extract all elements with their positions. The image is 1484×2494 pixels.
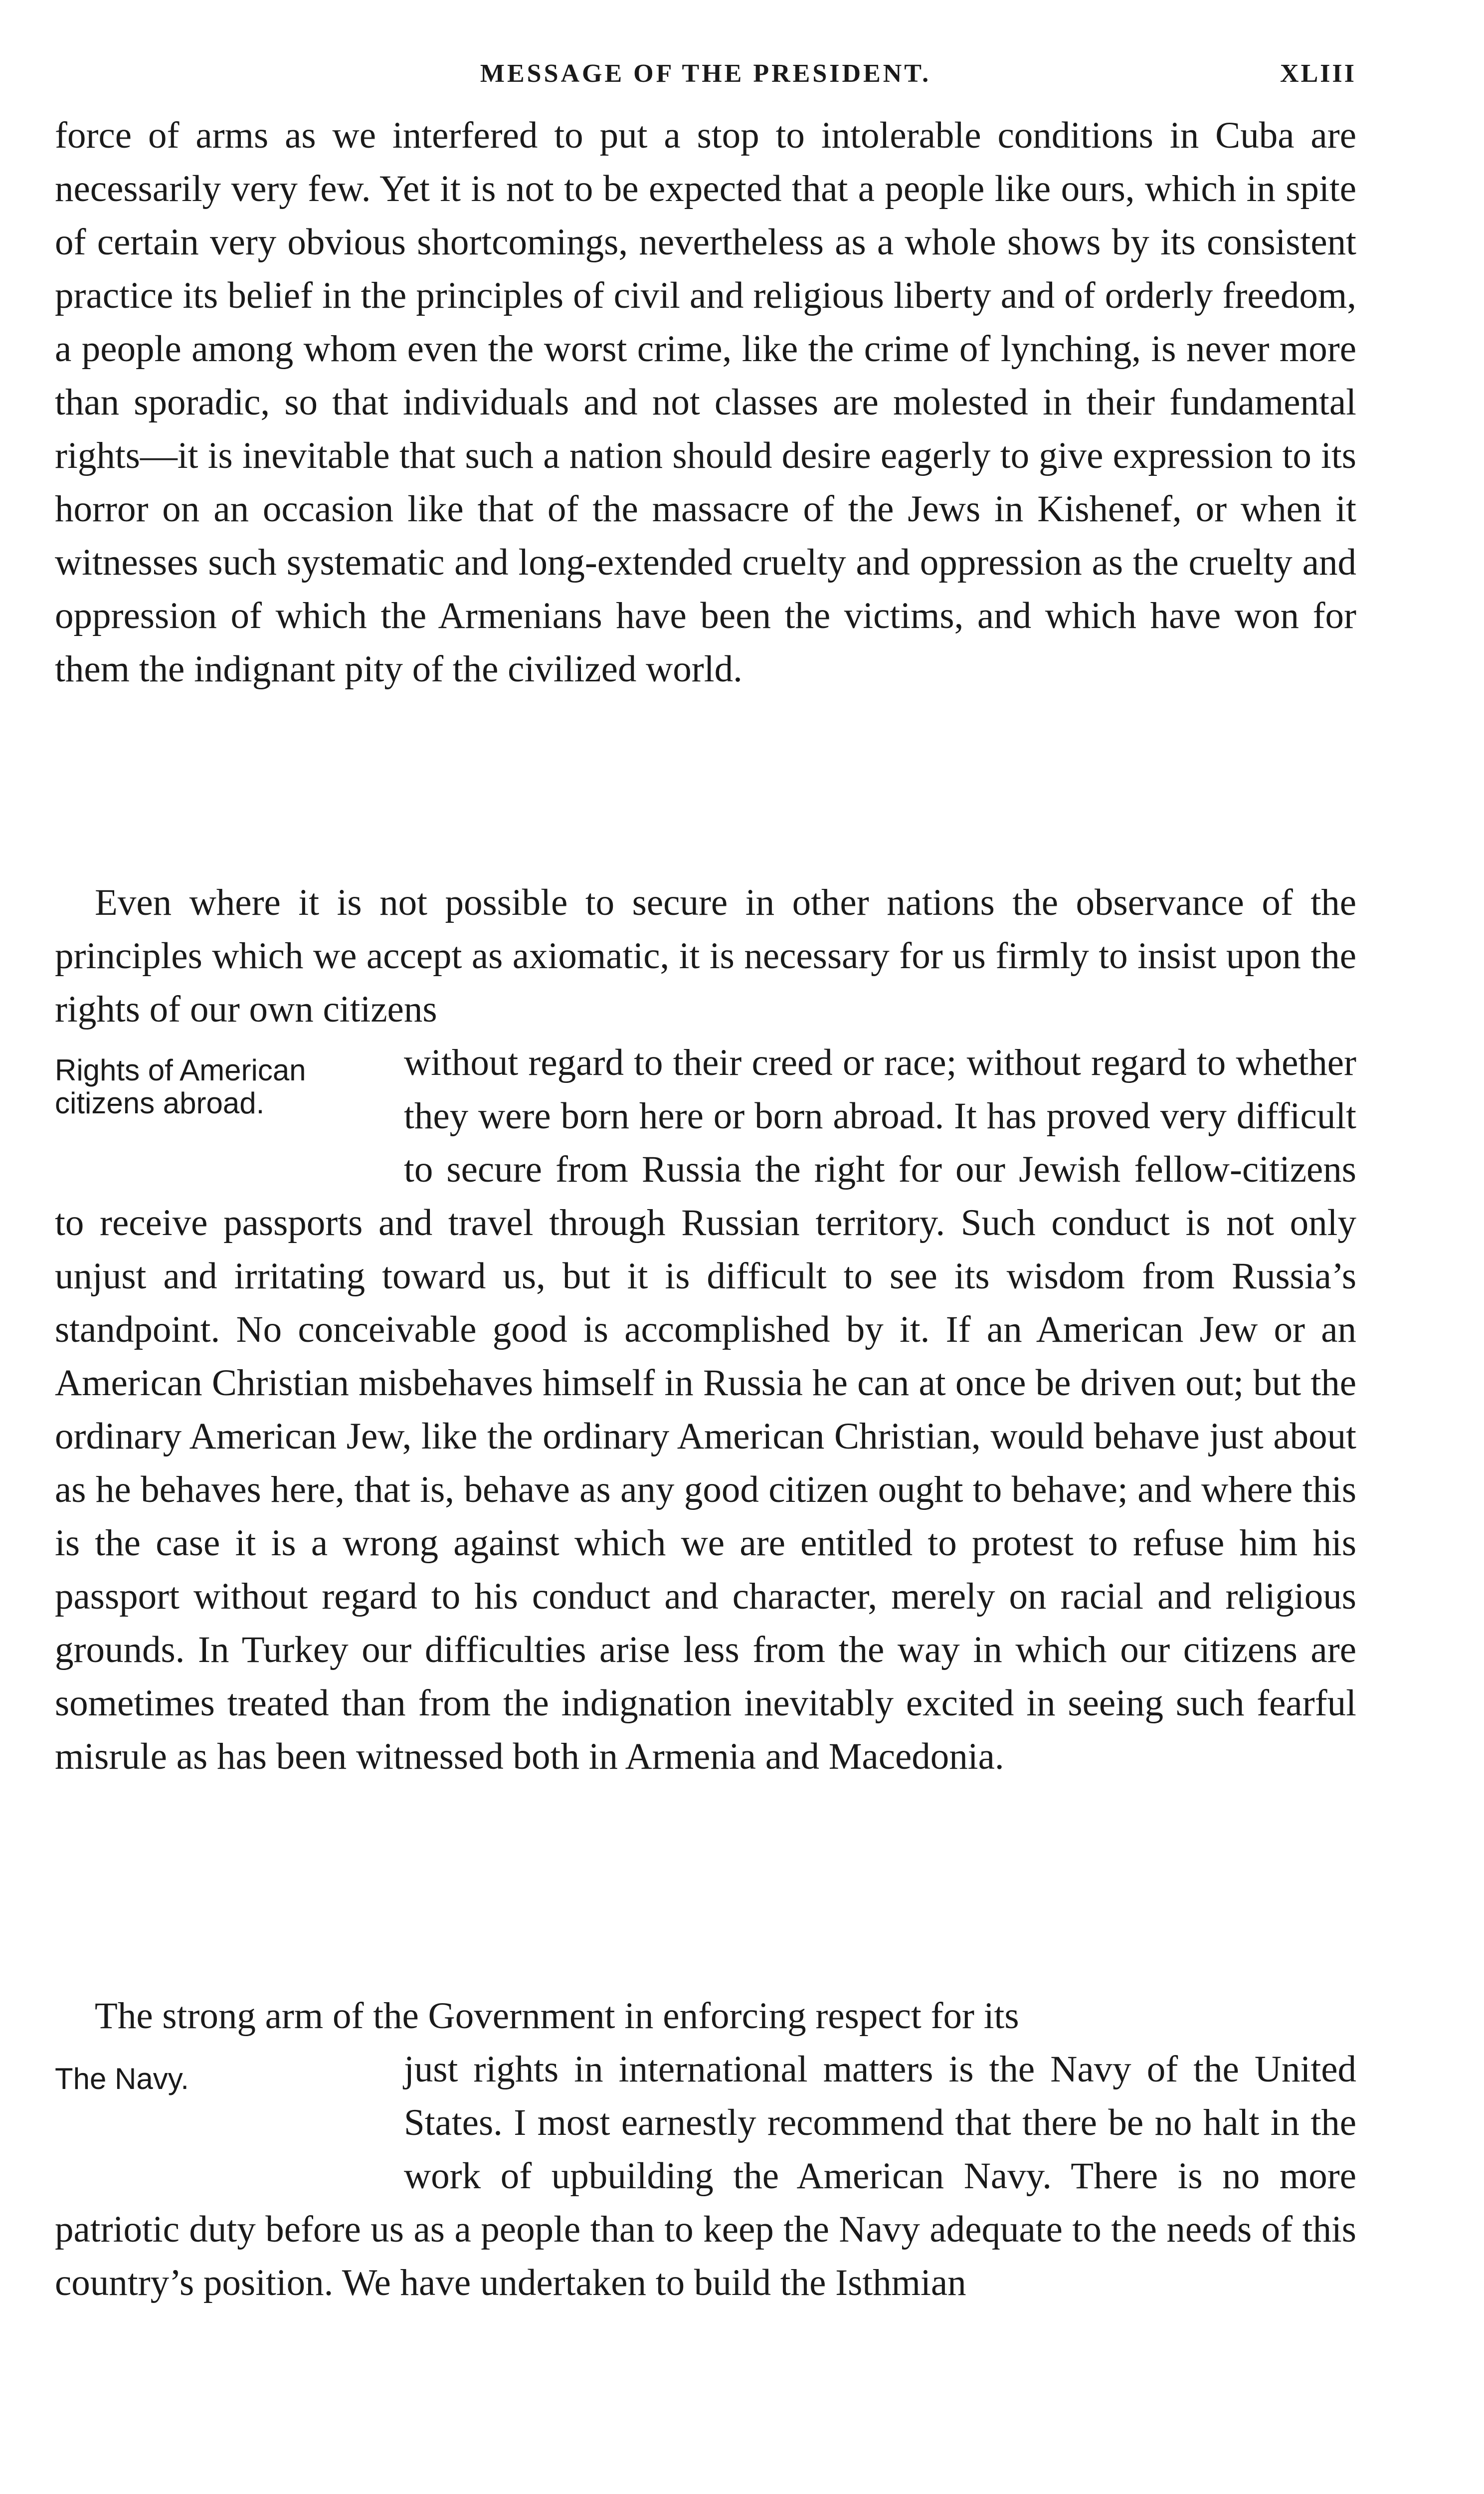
paragraph-navy	[55, 1989, 1356, 2309]
page-number: XLIII	[1280, 59, 1356, 88]
margin-note-rights: Rights of American citizens abroad.	[55, 1053, 306, 1120]
sidenote-region	[55, 1036, 1356, 1783]
paragraph-lead-text: The strong arm of the Government in enforcing respect for its	[95, 1995, 1019, 2037]
paragraph-cuba-armenians	[55, 109, 1356, 696]
paragraph-text: force of arms as we interfered to put a stop to intolerable conditions in Cuba are necessarily very few. Yet it is not to be expected that a people like ours, which in spite of certain very obvious shortcomings, nevertheless as a whole shows by its consistent practice its belief in the principles of civil and religious liberty and of orderly freedom, a people among whom even the worst crime, like the crime of lynching, is never more than sporadic, so that individuals and not classes are molested in their fundamental rights—it is inevitable that such a nation should desire eagerly to give expression to its horror on an occasion like that of the massacre of the Jews in Kishenef, or when it witnesses such systematic and long-extended cruelty and oppression as the cruelty and oppression of which the Armenians have been the victims, and which have won for them the indignant pity of the civilized world.	[55, 115, 1356, 690]
sidenote-region	[55, 2043, 1356, 2309]
running-title: MESSAGE OF THE PRESIDENT.	[480, 59, 931, 88]
paragraph-lead-text: Even where it is not possible to secure in other nations the observance of the principles which we accept as axiomatic, it is necessary for us firmly to insist upon the rights of our own citizens	[55, 882, 1356, 1030]
paragraph-text: without regard to their creed or race; without regard to whether they were born here or born abroad. It has proved very difficult to secure from Russia the right for our Jewish fellow-citizens to receive passports and travel through Russian territory. Such conduct is not only unjust and irritating toward us, but it is difficult to see its wisdom from Russia’s standpoint. No conceivable good is accomplished by it. If an American Jew or an American Christian misbehaves himself in Russia he can at once be driven out; but the ordinary American Jew, like the ordinary American Christian, would behave just about as he behaves here, that is, behave as any good citizen ought to behave; and where this is the case it is a wrong against which we are entitled to protest to refuse him his passport without regard to his conduct and character, merely on racial and religious grounds. In Turkey our difficulties arise less from the way in which our citizens are sometimes treated than from the indignation inevitably excited in seeing such fearful misrule as has been witnessed both in Armenia and Macedonia.	[55, 1042, 1356, 1777]
paragraph-rights-abroad	[55, 876, 1356, 1783]
margin-note-navy: The Navy.	[55, 2062, 189, 2095]
paragraph-text: just rights in international matters is the Navy of the United States. I most earnestly recommend that there be no halt in the work of upbuilding the American Navy. There is no more patriotic duty before us as a people than to keep the Navy adequate to the needs of this country’s position. We have undertaken to build the Isthmian	[55, 2049, 1356, 2303]
running-header	[55, 59, 1356, 99]
